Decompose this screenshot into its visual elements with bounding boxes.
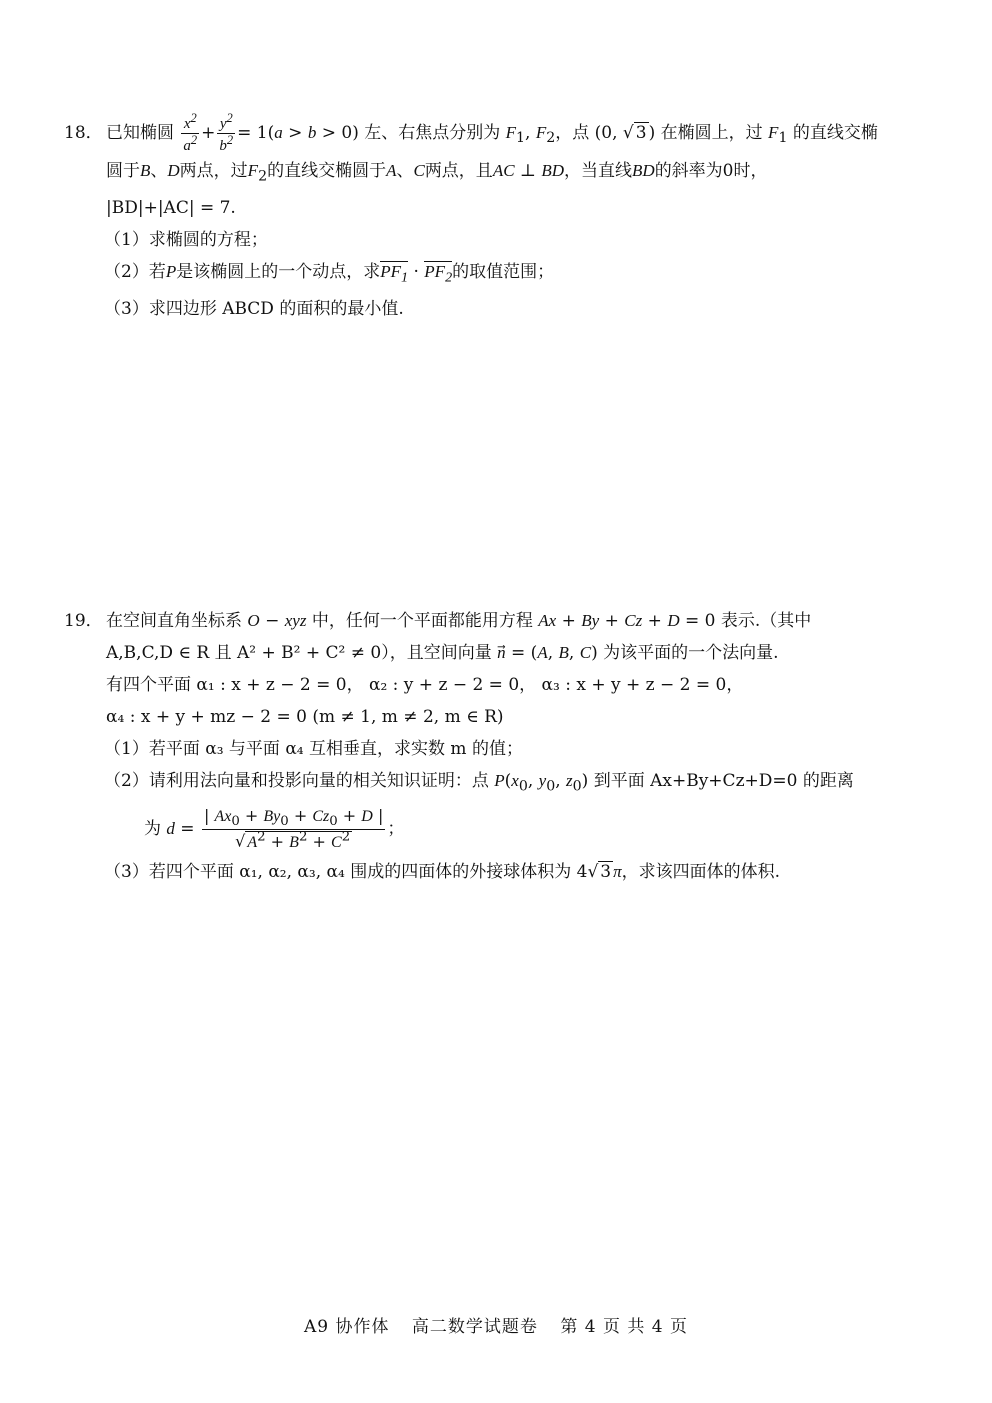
question-number: 19． — [64, 611, 103, 631]
text: 的斜率为0时， — [654, 160, 768, 181]
text: 为该平面的一个法向量. — [603, 643, 779, 663]
q19-part-1: （1）若平面 α₃ 与平面 α₄ 互相垂直，求实数 m 的值； — [104, 739, 523, 759]
page-footer — [0, 1312, 992, 1337]
text: 在椭圆上，过 — [660, 122, 763, 143]
q19-line-1: 19． 在空间直角坐标系 O − xyz 中，任何一个平面都能用方程 Ax + By + Cz + D = 0 表示.（其中 — [64, 605, 944, 637]
text: ，点 — [555, 122, 590, 143]
text: ，当直线 — [564, 160, 633, 181]
text: 的直线交椭圆于 — [267, 160, 387, 181]
text: ，求该四面体的体积. — [621, 862, 781, 883]
q19-line-2: A,B,C,D ∈ R 且 A² + B² + C² ≠ 0），且空间向量 n⃗ = (A, B, C) 为该平面的一个法向量. — [106, 643, 779, 663]
text: （2）请利用法向量和投影向量的相关知识证明：点 — [104, 771, 489, 791]
question-18 — [64, 112, 944, 325]
text: 到平面 Ax+By+Cz+D=0 的距离 — [593, 771, 854, 791]
q18-part-1: （1）求椭圆的方程； — [104, 229, 268, 250]
q18-part-2: （2）若P是该椭圆上的一个动点，求$PF_1 \cdot PF_2$的取值范围； — [104, 261, 555, 286]
text: 的取值范围； — [452, 261, 555, 282]
q18-line-2: 圆于B、D两点，过$F_2$的直线交椭圆于A、C两点，且AC ⊥ BD，当直线BD的斜率为0时， — [106, 160, 768, 184]
footer-title: 高二数学试题卷 — [411, 1317, 538, 1337]
footer-page: 第 4 页 共 4 页 — [560, 1317, 688, 1337]
text: （3）若四个平面 α₁, α₂, α₃, α₄ 围成的四面体的外接球体积为 — [104, 862, 572, 883]
q19-part-3: （3）若四个平面 α₁, α₂, α₃, α₄ 围成的四面体的外接球体积为 4√ 3 π，求该四面体的体积. — [104, 862, 781, 883]
q19-part-2: （2）请利用法向量和投影向量的相关知识证明：点 $P(x_0$, $y_0$, $z_0$) 到平面 Ax+By+Cz+D=0 的距离 — [104, 771, 854, 795]
distance-formula: $\frac{| Ax_0 + By_0 + Cz_0 + D |}{√ A^2 + B^2 + C^2}$ — [203, 806, 384, 851]
q18-part-3: （3）求四边形 ABCD 的面积的最小值. — [104, 299, 404, 320]
q18-line-1: 18． 已知椭圆 $\frac{x^2}{a^2}$ + $\frac{y^2}{b^2}$ = 1(a > b > 0) 左、右焦点分别为 $F_1$, $F_2$，点 (0, √ 3 ) 在椭圆上，过 $F_1$ 的直线交椭 — [64, 111, 878, 154]
footer-group: A9 协作体 — [304, 1317, 390, 1337]
q18-line-3: |BD|+|AC| = 7. — [106, 197, 236, 218]
text: 两点，过 — [179, 160, 248, 181]
fraction-x2-a2: $\frac{x^2}{a^2}$ — [183, 111, 198, 154]
text: A,B,C,D ∈ R 且 A² + B² + C² ≠ 0），且空间向量 — [106, 643, 492, 663]
q19-line-4: α₄ : x + y + mz − 2 = 0 (m ≠ 1, m ≠ 2, m ∈ R) — [106, 707, 504, 727]
text: 中，任何一个平面都能用方程 — [311, 611, 533, 631]
fraction-y2-b2: $\frac{y^2}{b^2}$ — [219, 111, 234, 154]
text: 表示.（其中 — [720, 611, 812, 631]
text: 的直线交椭 — [792, 122, 878, 143]
text: 为 — [144, 819, 161, 840]
text: 左、右焦点分别为 — [364, 122, 501, 143]
text: 是该椭圆上的一个动点，求 — [176, 261, 381, 282]
text: 在空间直角坐标系 — [106, 611, 242, 631]
text: （2）若 — [104, 261, 166, 282]
text: 已知椭圆 — [106, 122, 174, 143]
question-number: 18． — [64, 122, 103, 143]
q19-part-2-formula: 为 d = $\frac{| Ax_0 + By_0 + Cz_0 + D |}{√ A^2 + B^2 + C^2}$ ； — [144, 806, 405, 851]
text: 两点，且 — [424, 160, 493, 181]
question-19 — [64, 605, 944, 888]
text: ； — [387, 819, 405, 840]
text: 圆于 — [106, 160, 140, 181]
q19-line-3: 有四个平面 α₁ : x + z − 2 = 0， α₂ : y + z − 2 = 0， α₃ : x + y + z − 2 = 0， — [106, 675, 744, 695]
